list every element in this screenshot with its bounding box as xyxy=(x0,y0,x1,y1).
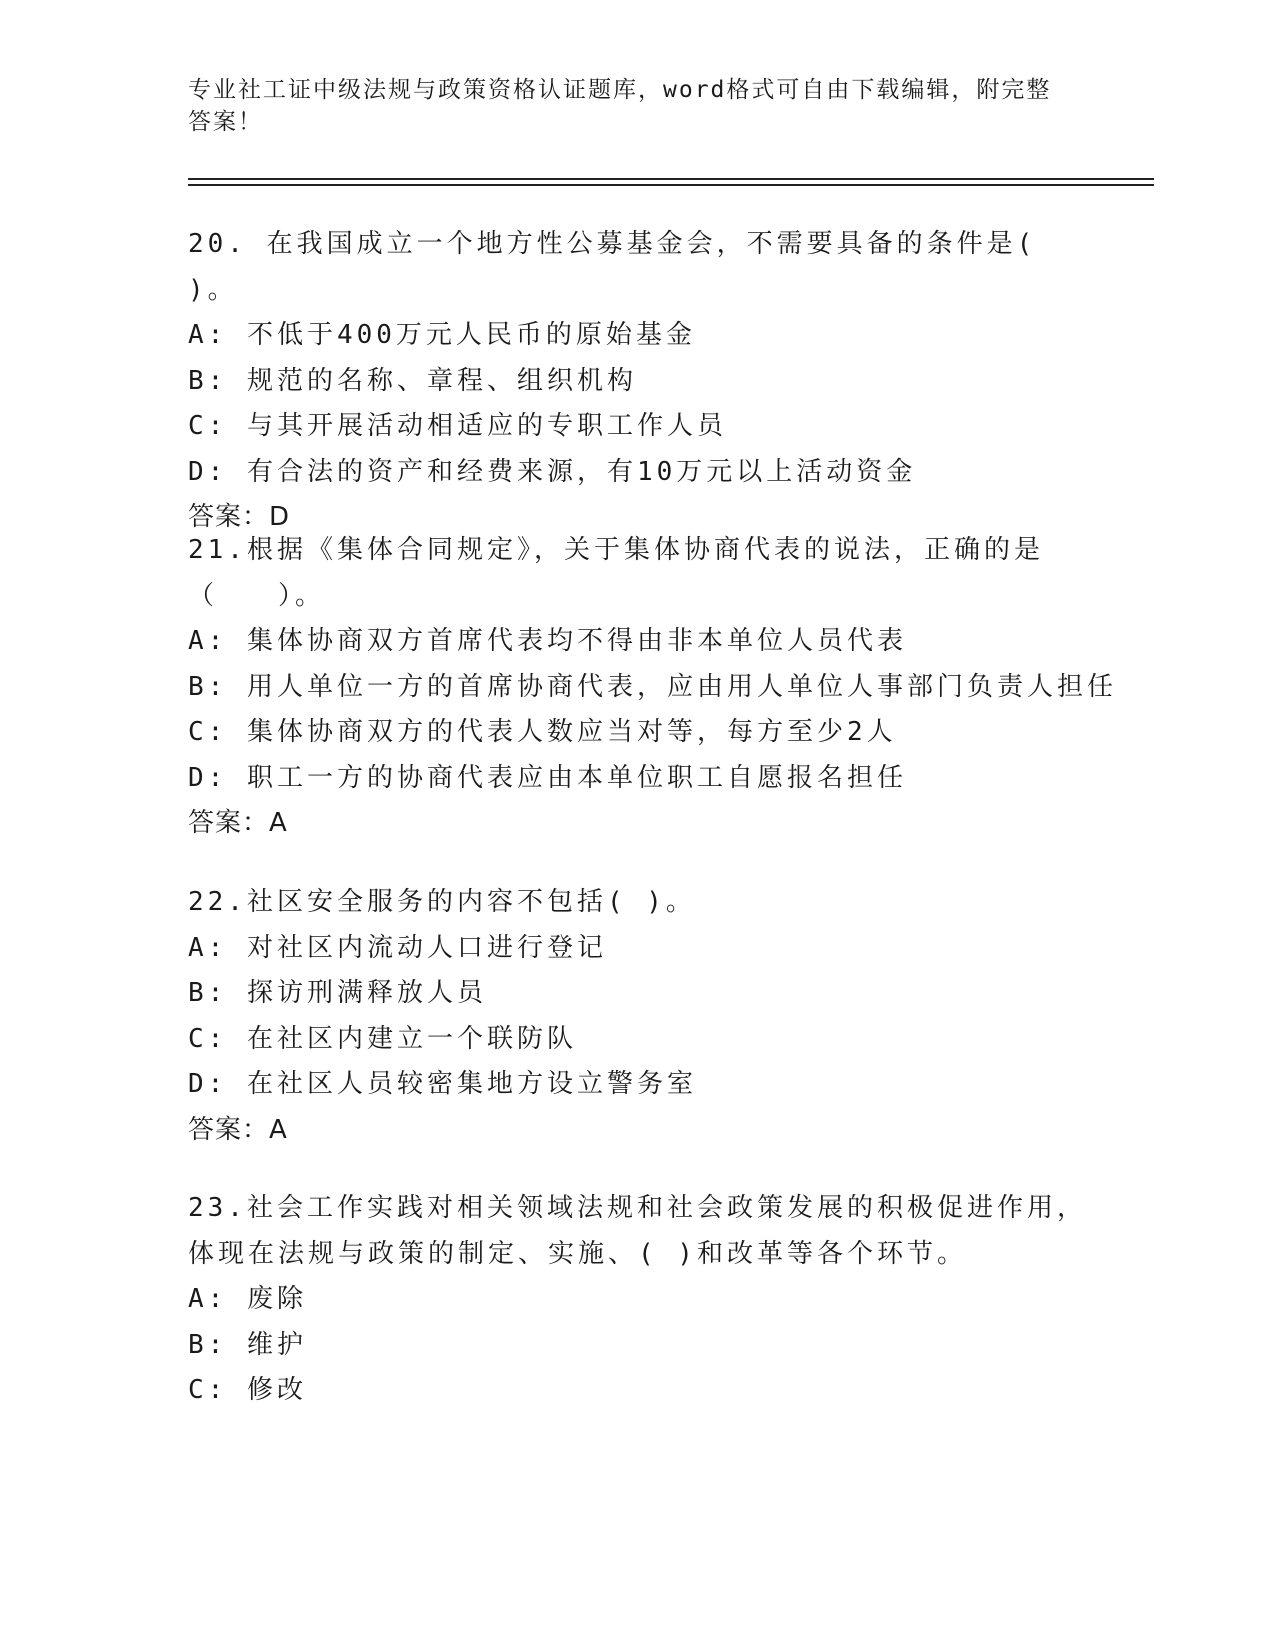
question-stem: 21.根据《集体合同规定》，关于集体协商代表的说法，正确的是（ ）。 xyxy=(188,535,1044,611)
option-c: C: 与其开展活动相适应的专职工作人员 xyxy=(188,411,727,441)
question-22 xyxy=(188,880,1088,1153)
option-b: B: 维护 xyxy=(188,1329,307,1360)
option-a: A: 对社区内流动人口进行登记 xyxy=(188,932,607,963)
answer-line: 答案：D xyxy=(188,502,291,532)
option-a: A: 集体协商双方首席代表均不得由非本单位人员代表 xyxy=(188,626,907,656)
option-c: C: 在社区内建立一个联防队 xyxy=(188,1023,577,1054)
question-20 xyxy=(188,222,1088,541)
answer-line: 答案：A xyxy=(188,1114,288,1145)
option-d: D: 有合法的资产和经费来源，有10万元以上活动资金 xyxy=(188,456,917,487)
question-21 xyxy=(188,528,1117,847)
header-divider-bottom xyxy=(188,184,1154,186)
document-header: 专业社工证中级法规与政策资格认证题库，word格式可自由下载编辑，附完整答案！ xyxy=(188,77,1052,135)
question-stem: 23.社会工作实践对相关领域法规和社会政策发展的积极促进作用，体现在法规与政策的制定、实施、( )和改革等各个环节。 xyxy=(188,1193,1087,1269)
option-c: C: 集体协商双方的代表人数应当对等，每方至少2人 xyxy=(188,717,897,747)
option-c: C: 修改 xyxy=(188,1375,307,1405)
option-b: B: 规范的名称、章程、组织机构 xyxy=(188,365,637,396)
answer-line: 答案：A xyxy=(188,808,288,838)
option-a: A: 不低于400万元人民币的原始基金 xyxy=(188,320,696,350)
option-d: D: 在社区人员较密集地方设立警务室 xyxy=(188,1069,697,1099)
header-divider-top xyxy=(188,178,1154,180)
option-a: A: 废除 xyxy=(188,1284,307,1314)
option-d: D: 职工一方的协商代表应由本单位职工自愿报名担任 xyxy=(188,762,907,793)
question-23 xyxy=(188,1186,1088,1414)
option-b: B: 用人单位一方的首席协商代表，应由用人单位人事部门负责人担任 xyxy=(188,671,1117,702)
option-b: B: 探访刑满释放人员 xyxy=(188,978,487,1008)
question-stem: 22.社区安全服务的内容不包括( )。 xyxy=(188,887,696,917)
question-stem: 20. 在我国成立一个地方性公募基金会，不需要具备的条件是( )。 xyxy=(188,229,1086,305)
